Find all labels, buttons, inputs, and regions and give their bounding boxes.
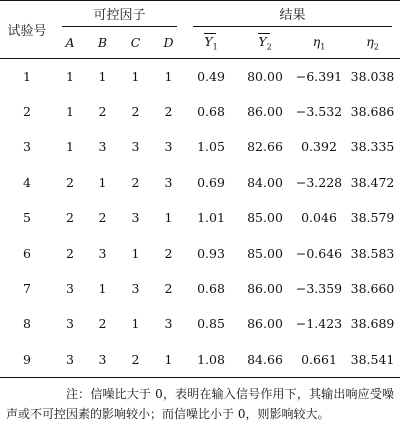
table-row bbox=[0, 306, 400, 341]
cell-y2: 84.66 bbox=[237, 342, 293, 377]
cell-eta1: 0.046 bbox=[301, 210, 337, 226]
table-row bbox=[0, 342, 400, 377]
col-header-a: A bbox=[65, 34, 75, 50]
cell-eta2: 38.660 bbox=[350, 281, 395, 297]
eta2-subscript: 2 bbox=[373, 42, 379, 51]
cell-b: 1 bbox=[98, 68, 107, 84]
cell-d: 3 bbox=[164, 174, 173, 190]
cell-d: 2 bbox=[164, 281, 173, 297]
cell-no: 2 bbox=[23, 104, 31, 120]
col-header-y2 bbox=[237, 27, 293, 59]
cell-no: 8 bbox=[23, 316, 31, 332]
cell-y1: 0.93 bbox=[197, 245, 225, 261]
cell-no: 9 bbox=[0, 342, 54, 377]
table-body bbox=[0, 59, 400, 378]
cell-a: 3 bbox=[54, 342, 86, 377]
cell-a: 1 bbox=[66, 68, 74, 84]
y2-subscript: 2 bbox=[266, 42, 272, 51]
eta1-symbol: η bbox=[312, 33, 321, 49]
cell-eta1: −6.391 bbox=[295, 68, 343, 84]
col-header-eta2 bbox=[345, 27, 400, 59]
cell-b: 3 bbox=[98, 245, 107, 261]
table-row bbox=[0, 129, 400, 164]
cell-b: 1 bbox=[98, 281, 107, 297]
column-header-row bbox=[0, 27, 400, 59]
cell-y1: 0.68 bbox=[197, 104, 225, 120]
cell-c: 2 bbox=[119, 342, 152, 377]
cell-no: 3 bbox=[23, 139, 31, 155]
y2-symbol: Y bbox=[258, 33, 267, 49]
table-row bbox=[0, 235, 400, 270]
cell-no: 4 bbox=[23, 174, 31, 190]
cell-b: 3 bbox=[86, 342, 119, 377]
col-header-d: D bbox=[163, 34, 174, 50]
cell-a: 3 bbox=[66, 316, 74, 332]
cell-y2: 86.00 bbox=[247, 104, 283, 120]
eta2-symbol: η bbox=[366, 33, 374, 49]
cell-c: 1 bbox=[131, 316, 140, 332]
cell-b: 2 bbox=[98, 210, 107, 226]
cell-b: 2 bbox=[98, 316, 107, 332]
cell-c: 1 bbox=[131, 68, 140, 84]
cell-eta2: 38.579 bbox=[350, 210, 395, 226]
table-row bbox=[0, 165, 400, 200]
cell-eta2: 38.689 bbox=[350, 316, 395, 332]
cell-d: 1 bbox=[164, 210, 173, 226]
cell-eta2: 38.038 bbox=[350, 68, 395, 84]
cell-y1: 0.49 bbox=[197, 68, 225, 84]
cell-no: 5 bbox=[23, 210, 31, 226]
table-row bbox=[0, 59, 400, 94]
cell-eta1: −3.228 bbox=[295, 174, 343, 190]
cell-eta2: 38.335 bbox=[350, 139, 395, 155]
cell-a: 2 bbox=[66, 245, 74, 261]
cell-c: 3 bbox=[131, 210, 140, 226]
cell-eta1: −3.359 bbox=[295, 281, 343, 297]
cell-eta1: −3.532 bbox=[295, 104, 343, 120]
table-row bbox=[0, 200, 400, 235]
cell-d: 2 bbox=[164, 104, 173, 120]
cell-y1: 1.08 bbox=[185, 342, 237, 377]
results-label: 结果 bbox=[279, 8, 306, 24]
cell-eta2: 38.686 bbox=[350, 104, 395, 120]
col-header-eta1 bbox=[293, 27, 345, 59]
col-header-b: B bbox=[97, 34, 108, 50]
cell-eta1: −1.423 bbox=[295, 316, 343, 332]
cell-c: 2 bbox=[131, 174, 140, 190]
cell-eta1: 0.392 bbox=[301, 139, 337, 155]
col-header-y1 bbox=[185, 27, 237, 59]
results-header bbox=[185, 1, 400, 27]
y1-subscript: 1 bbox=[212, 42, 218, 51]
cell-eta1: −0.646 bbox=[295, 245, 343, 261]
trial-number-header: 试验号 bbox=[7, 24, 47, 39]
cell-y2: 84.00 bbox=[247, 174, 283, 190]
cell-y1: 1.01 bbox=[197, 210, 225, 226]
cell-d: 3 bbox=[164, 316, 173, 332]
cell-eta1: 0.661 bbox=[293, 342, 345, 377]
cell-c: 1 bbox=[131, 245, 140, 261]
footnote-text: 注：信噪比大于 0，表明在输入信号作用下，其输出响应受噪声或不可控因素的影响较小；而信噪比小于 0，则影响较大。 bbox=[6, 386, 394, 421]
y1-symbol: Y bbox=[204, 33, 213, 49]
cell-b: 2 bbox=[98, 104, 107, 120]
controllable-factors-label: 可控因子 bbox=[93, 8, 146, 24]
cell-eta2: 38.583 bbox=[350, 245, 395, 261]
cell-d: 3 bbox=[164, 139, 173, 155]
group-header-row bbox=[0, 1, 400, 27]
cell-a: 3 bbox=[66, 281, 74, 297]
controllable-factors-header bbox=[54, 1, 185, 27]
cell-y2: 80.00 bbox=[247, 68, 283, 84]
cell-a: 2 bbox=[66, 174, 74, 190]
cell-b: 3 bbox=[98, 139, 107, 155]
cell-y2: 85.00 bbox=[247, 245, 283, 261]
cell-eta2: 38.472 bbox=[350, 174, 395, 190]
cell-y2: 85.00 bbox=[247, 210, 283, 226]
cell-no: 1 bbox=[23, 68, 31, 84]
cell-y1: 1.05 bbox=[197, 139, 225, 155]
cell-a: 2 bbox=[66, 210, 74, 226]
cell-b: 1 bbox=[98, 174, 107, 190]
cell-y1: 0.68 bbox=[197, 281, 225, 297]
col-header-c: C bbox=[130, 34, 141, 50]
cell-d: 1 bbox=[152, 342, 185, 377]
table-footnote bbox=[0, 378, 400, 424]
table-row bbox=[0, 94, 400, 129]
cell-y1: 0.69 bbox=[197, 174, 225, 190]
cell-no: 6 bbox=[23, 245, 31, 261]
cell-d: 1 bbox=[164, 68, 173, 84]
cell-no: 7 bbox=[23, 281, 31, 297]
cell-y1: 0.85 bbox=[197, 316, 225, 332]
cell-y2: 86.00 bbox=[247, 281, 283, 297]
cell-a: 1 bbox=[66, 139, 74, 155]
cell-c: 3 bbox=[131, 281, 140, 297]
cell-a: 1 bbox=[66, 104, 74, 120]
cell-y2: 86.00 bbox=[247, 316, 283, 332]
cell-c: 2 bbox=[131, 104, 140, 120]
eta1-subscript: 1 bbox=[320, 42, 326, 51]
cell-eta2: 38.541 bbox=[345, 342, 400, 377]
cell-c: 3 bbox=[131, 139, 140, 155]
table-row bbox=[0, 271, 400, 306]
cell-y2: 82.66 bbox=[247, 139, 283, 155]
cell-d: 2 bbox=[164, 245, 173, 261]
